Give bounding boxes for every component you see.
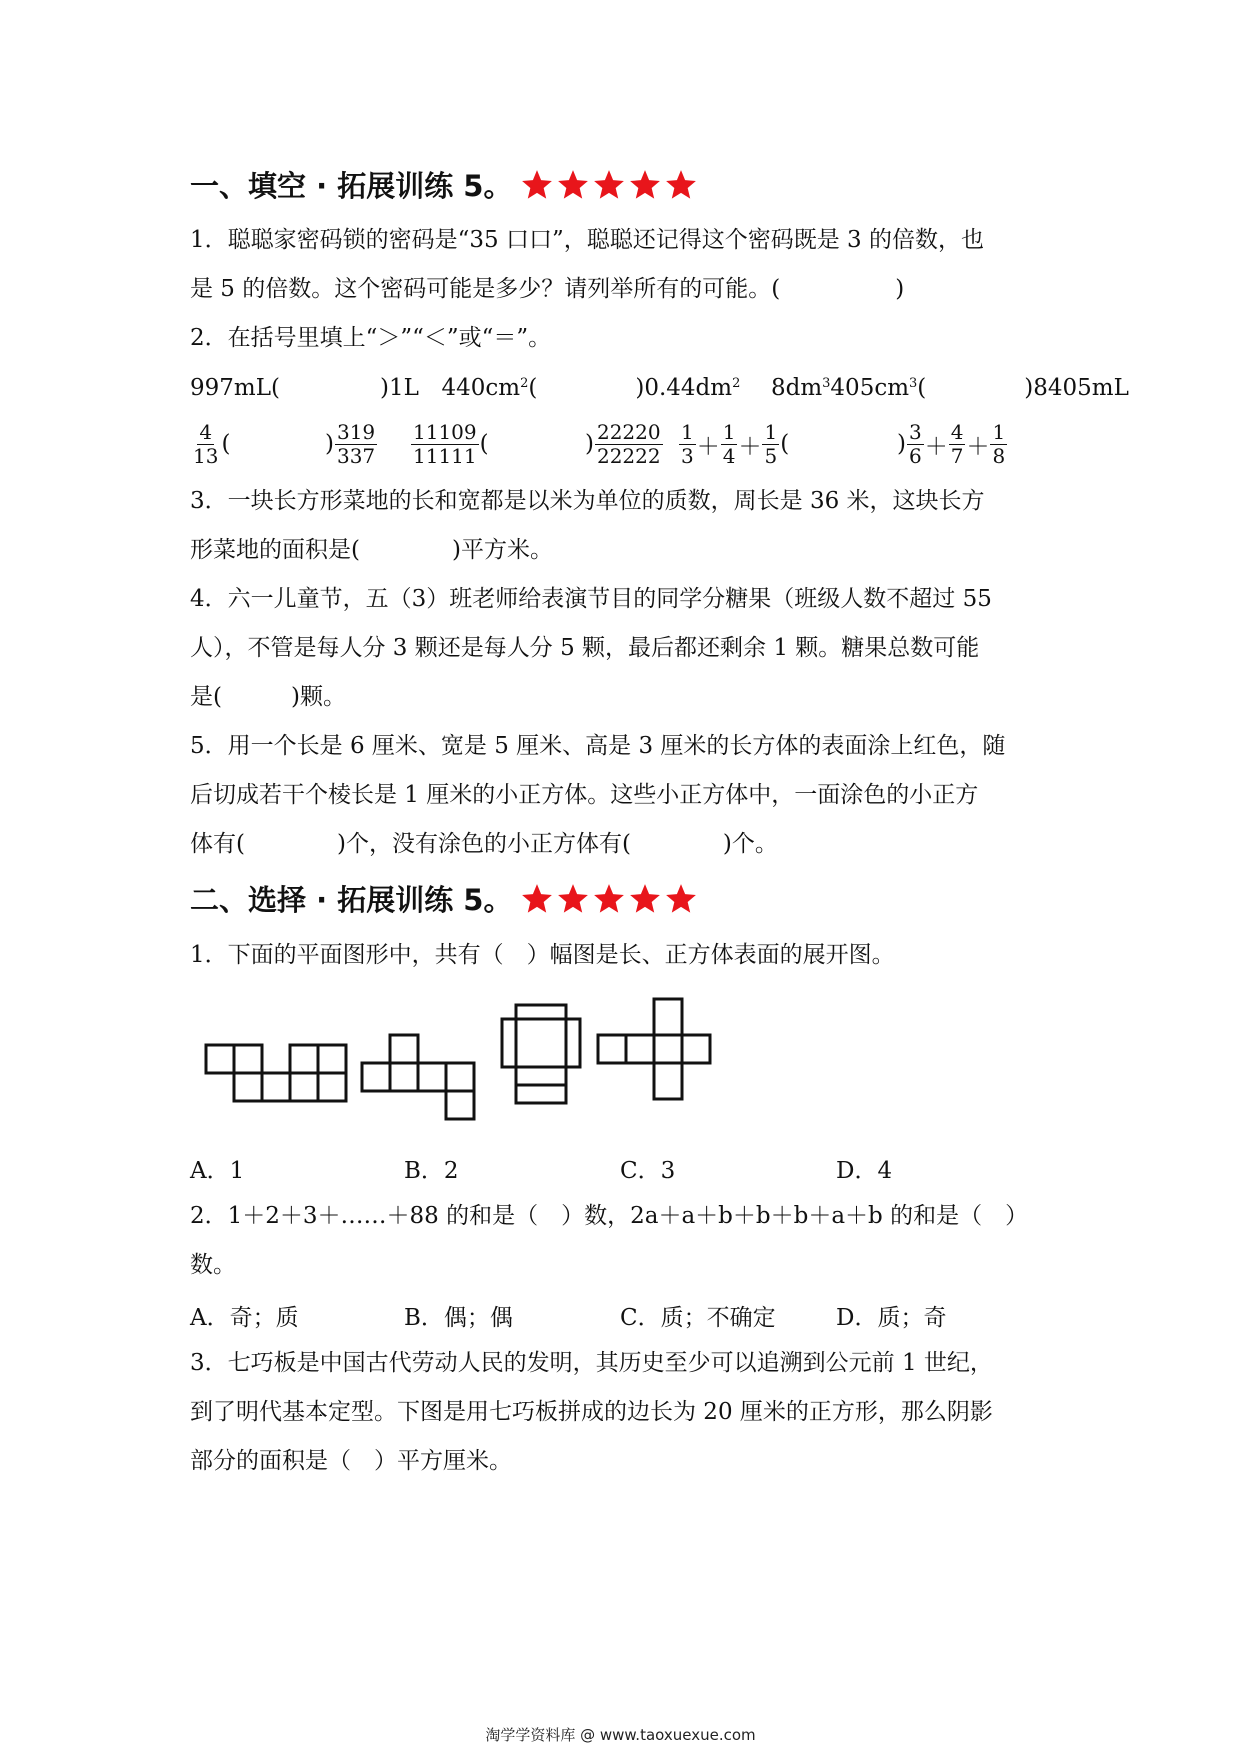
- star-icon: [592, 882, 626, 916]
- s2-q1-option-a[interactable]: A．1: [190, 1158, 245, 1184]
- plus-sign: ＋: [696, 433, 720, 460]
- s1-q1-line1: 1．聪聪家密码锁的密码是“35 口口”，聪聪还记得这个密码既是 3 的倍数，也: [190, 227, 984, 253]
- star-icon: [556, 168, 590, 202]
- s2-q2-line2: 数。: [190, 1252, 236, 1278]
- cube-net-figures: [200, 995, 760, 1135]
- s2-q2-line1: 2．1＋2＋3＋……＋88 的和是（ ）数，2a＋a＋b＋b＋b＋a＋b 的和是（ ）: [190, 1203, 1029, 1229]
- unit-b2: (: [528, 375, 538, 401]
- s1-q3-line1: 3．一块长方形菜地的长和宽都是以米为单位的质数，周长是 36 米，这块长方: [190, 488, 985, 514]
- s2-q3-line1: 3．七巧板是中国古代劳动人民的发明，其历史至少可以追溯到公元前 1 世纪，: [190, 1350, 993, 1376]
- paren-open: (: [221, 431, 231, 457]
- difficulty-stars: [520, 168, 698, 202]
- paren-open: (: [780, 431, 790, 457]
- star-icon: [664, 168, 698, 202]
- footer-watermark: 淘学学资料库 @ www.taoxuexue.com: [485, 1726, 756, 1744]
- fraction-1-4: $\frac{1}{4}$: [722, 419, 736, 468]
- star-icon: [556, 882, 590, 916]
- plus-sign: ＋: [966, 433, 990, 460]
- s1-q2-line1: 2．在括号里填上“＞”“＜”或“＝”。: [190, 325, 552, 351]
- s1-q5-line3: 体有( )个，没有涂色的小正方体有( )个。: [190, 831, 778, 857]
- fraction-1-5: $\frac{1}{5}$: [764, 419, 778, 468]
- net-figure-2: [362, 1035, 474, 1119]
- section2-heading: [190, 878, 698, 919]
- star-icon: [628, 168, 662, 202]
- unit-c1: 8dm: [770, 375, 823, 401]
- unit-b3: )0.44dm: [635, 375, 733, 401]
- s2-q3-line3: 部分的面积是（ ）平方厘米。: [190, 1448, 512, 1474]
- unit-a1: 997mL(: [190, 375, 280, 401]
- s2-q1-line: 1．下面的平面图形中，共有（ ）幅图是长、正方体表面的展开图。: [190, 942, 895, 968]
- unit-b1-exp: 2: [520, 376, 529, 391]
- s1-q4-line3: 是( )颗。: [190, 684, 346, 710]
- unit-c4: )8405mL: [1024, 375, 1129, 401]
- star-icon: [520, 168, 554, 202]
- s2-q1-option-b[interactable]: B．2: [404, 1158, 459, 1184]
- s1-q4-line2: 人），不管是每人分 3 颗还是每人分 5 颗，最后都还剩余 1 颗。糖果总数可能: [190, 635, 980, 661]
- star-icon: [628, 882, 662, 916]
- s1-q5-line2: 后切成若干个棱长是 1 厘米的小正方体。这些小正方体中，一面涂色的小正方: [190, 782, 979, 808]
- unit-b1: 440cm: [441, 375, 521, 401]
- difficulty-stars: [520, 882, 698, 916]
- unit-c2: 405cm: [830, 375, 910, 401]
- fraction-4-13: $\frac{4}{13}$: [193, 419, 219, 468]
- s2-q2-option-d[interactable]: D．质；奇: [836, 1305, 947, 1331]
- s2-q2-option-a[interactable]: A．奇；质: [190, 1305, 299, 1331]
- s1-q3-line2: 形菜地的面积是( )平方米。: [190, 537, 553, 563]
- fraction-22220-22222: $\frac{22220}{22222}$: [596, 419, 661, 468]
- fraction-4-7: $\frac{4}{7}$: [950, 419, 964, 468]
- unit-c3: (: [917, 375, 927, 401]
- plus-sign: ＋: [738, 433, 762, 460]
- fraction-1-3: $\frac{1}{3}$: [681, 419, 694, 468]
- s2-q2-option-c[interactable]: C．质；不确定: [620, 1305, 776, 1331]
- unit-c1-exp: 3: [822, 376, 831, 391]
- fraction-1-8: $\frac{1}{8}$: [992, 419, 1006, 468]
- s2-q1-option-d[interactable]: D．4: [836, 1158, 893, 1184]
- s1-q4-line1: 4．六一儿童节，五（3）班老师给表演节目的同学分糖果（班级人数不超过 55: [190, 586, 992, 612]
- unit-b3-exp: 2: [732, 376, 741, 391]
- unit-c2-exp: 3: [909, 376, 918, 391]
- net-figure-3: [502, 1005, 580, 1103]
- section1-heading-text: 一、填空 · 拓展训练 5。: [190, 169, 513, 203]
- paren-open: (: [479, 431, 489, 457]
- net-figure-1: [206, 1045, 346, 1101]
- star-icon: [592, 168, 626, 202]
- paren-close: ): [585, 431, 594, 457]
- paren-close: ): [897, 431, 906, 457]
- star-icon: [520, 882, 554, 916]
- star-icon: [664, 882, 698, 916]
- s2-q2-option-b[interactable]: B．偶；偶: [404, 1305, 513, 1331]
- section1-heading: [190, 164, 698, 205]
- net-figure-4: [598, 999, 710, 1099]
- section2-heading-text: 二、选择 · 拓展训练 5。: [190, 883, 513, 917]
- s2-q3-line2: 到了明代基本定型。下图是用七巧板拼成的边长为 20 厘米的正方形，那么阴影: [190, 1399, 993, 1425]
- fraction-319-337: $\frac{319}{337}$: [336, 419, 376, 468]
- fraction-11109-11111: $\frac{11109}{11111}$: [413, 419, 477, 468]
- plus-sign: ＋: [924, 433, 948, 460]
- fraction-3-6: $\frac{3}{6}$: [908, 419, 922, 468]
- paren-close: ): [325, 431, 334, 457]
- s2-q1-option-c[interactable]: C．3: [620, 1158, 676, 1184]
- s1-q2-units-row: [190, 373, 1129, 403]
- s1-q5-line1: 5．用一个长是 6 厘米、宽是 5 厘米、高是 3 厘米的长方体的表面涂上红色，随: [190, 733, 1006, 759]
- s1-q1-line2: 是 5 的倍数。这个密码可能是多少？请列举所有的可能。( ): [190, 276, 905, 302]
- unit-a2: )1L: [379, 375, 419, 401]
